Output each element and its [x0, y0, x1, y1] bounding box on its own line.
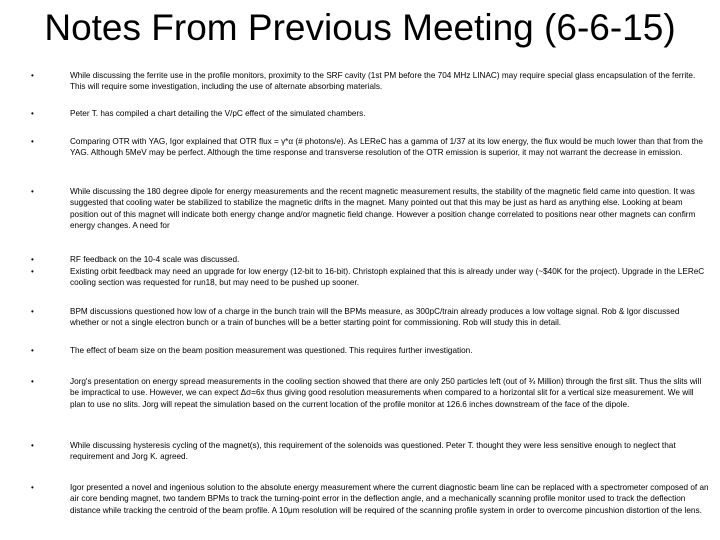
bullet-marker: • [31, 71, 34, 80]
bullet-marker: • [31, 377, 34, 386]
bullet-marker: • [31, 307, 34, 316]
bullet-text: Igor presented a novel and ingenious solution to the absolute energy measurement where the current diagnostic beam line can be replaced with a spectrometer composed of an air core bending magnet, two tandem BPMs to track the turning-point error in the deflection angle, and a mechanically scanning profile monitor used to track the deflection distance while tracking the centroid of the beam profile. A 10μm resolution will be required of the scanning profile system in order to overcome pincushion distortion of the lens. [70, 483, 709, 515]
bullet-marker: • [31, 137, 34, 146]
bullet-text: Jorg's presentation on energy spread measurements in the cooling section showed that there are only 250 particles left (out of ¾ Million) through the first slit. Thus the slits will be impractical to use. However, we can expect Δσ=6x thus giving good resolution measurements when compared to a horizontal slit for a vertical size measurement. We will plan to use no slits. Jorg will repeat the simulation based on the current location of the profile monitor at 126.6 inches downstream of the face of the dipole. [70, 377, 702, 409]
bullet-text: Existing orbit feedback may need an upgrade for low energy (12-bit to 16-bit). Christoph explained that this is already under way (~$40K for the project). Upgrade in the LEReC cooling section was requested for run18, but may need to be pushed up sooner. [70, 267, 705, 288]
bullet-text: While discussing the ferrite use in the profile monitors, proximity to the SRF cavity (1st PM before the 704 MHz LINAC) may require special glass encapsulation of the ferrite. This will require some investigation, including the use of alternate absorbing materials. [70, 71, 696, 92]
bullet-marker: • [31, 109, 34, 118]
bullet-text: BPM discussions questioned how low of a charge in the bunch train will the BPMs measure, as 300pC/train already produces a low voltage signal. Rob & Igor discussed whether or not a single electron bunch or a train of bunches will be a better starting point for commissioning. Rob will study this in detail. [70, 307, 680, 328]
bullet-text: The effect of beam size on the beam position measurement was questioned. This requires further investigation. [70, 346, 473, 355]
bullet-text: While discussing the 180 degree dipole for energy measurements and the recent magnetic measurement results, the stability of the magnetic field came into question. It was suggested that cooling water be stabilized to stabilize the magnetic drifts in the magnet. Many pointed out that this may be just as hard as anything else. Looking at beam position out of this magnet will indicate both energy change and/or magnetic field change. However a position change correlated to positions near other magnets can confirm energy changes. A need for [70, 187, 696, 231]
bullet-marker: • [31, 346, 34, 355]
bullet-text: While discussing hysteresis cycling of the magnet(s), this requirement of the solenoids was questioned. Peter T. thought they were less sensitive enough to neglect that requirement and Jorg K. agreed. [70, 441, 676, 462]
bullet-marker: • [31, 483, 34, 492]
bullet-marker: • [31, 187, 34, 196]
bullet-marker: • [31, 255, 34, 264]
page-title: Notes From Previous Meeting (6-6-15) [44, 7, 676, 48]
bullet-text: Comparing OTR with YAG, Igor explained that OTR flux = γ*α (# photons/e). As LEReC has a gamma of 1/37 at its low energy, the flux would be much lower than that from the YAG. Although 5MeV may be perfect. Although the time response and transverse resolution of the OTR emission is superior, it may not warrant the decrease in emission. [70, 137, 703, 158]
bullet-text: Peter T. has compiled a chart detailing the V/pC effect of the simulated chambers. [70, 109, 366, 118]
bullet-marker: • [31, 441, 34, 450]
bullet-marker: • [31, 267, 34, 276]
bullet-text: RF feedback on the 10-4 scale was discussed. [70, 255, 240, 264]
